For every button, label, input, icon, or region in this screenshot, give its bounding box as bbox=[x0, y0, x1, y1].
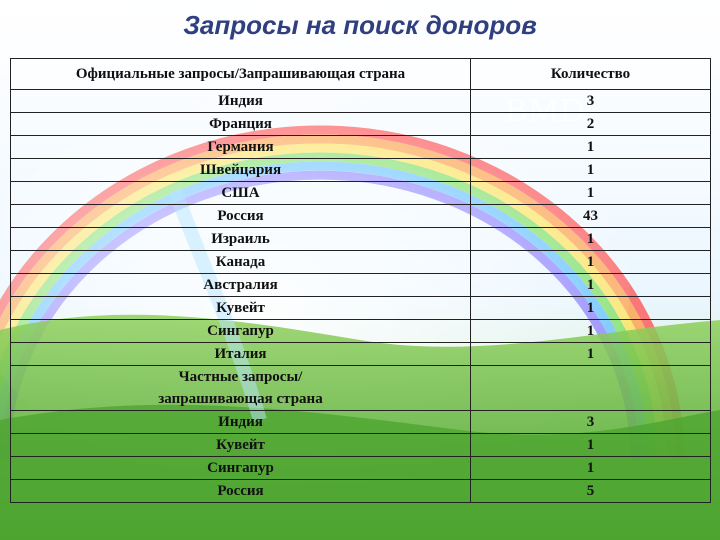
count-cell: 1 bbox=[471, 136, 711, 159]
table-row bbox=[11, 411, 711, 434]
count-cell: 1 bbox=[471, 434, 711, 457]
count-cell: 1 bbox=[471, 274, 711, 297]
country-cell: Индия bbox=[11, 90, 471, 113]
private-header-line1: Частные запросы/ bbox=[178, 369, 303, 385]
table-row bbox=[11, 205, 711, 228]
country-cell: Канада bbox=[11, 251, 471, 274]
header-count: Количество bbox=[471, 59, 711, 90]
table-row bbox=[11, 274, 711, 297]
count-cell: 2 bbox=[471, 113, 711, 136]
country-cell: Израиль bbox=[11, 228, 471, 251]
table-row bbox=[11, 297, 711, 320]
count-cell: 1 bbox=[471, 297, 711, 320]
country-cell: Кувейт bbox=[11, 297, 471, 320]
private-requests-header-row bbox=[11, 366, 711, 411]
count-cell: 1 bbox=[471, 320, 711, 343]
count-cell: 1 bbox=[471, 457, 711, 480]
count-cell: 1 bbox=[471, 182, 711, 205]
private-requests-header bbox=[11, 366, 471, 411]
country-cell: Франция bbox=[11, 113, 471, 136]
count-cell: 1 bbox=[471, 251, 711, 274]
count-cell: 1 bbox=[471, 159, 711, 182]
country-cell: Германия bbox=[11, 136, 471, 159]
country-cell: Сингапур bbox=[11, 457, 471, 480]
country-cell: Индия bbox=[11, 411, 471, 434]
country-cell: США bbox=[11, 182, 471, 205]
count-cell: 43 bbox=[471, 205, 711, 228]
table-row bbox=[11, 228, 711, 251]
country-cell: Австралия bbox=[11, 274, 471, 297]
count-cell: 5 bbox=[471, 480, 711, 503]
header-country: Официальные запросы/Запрашивающая страна bbox=[11, 59, 471, 90]
page-title: Запросы на поиск доноров bbox=[183, 10, 537, 40]
table-row bbox=[11, 182, 711, 205]
count-cell: 1 bbox=[471, 343, 711, 366]
country-cell: Сингапур bbox=[11, 320, 471, 343]
table-row bbox=[11, 251, 711, 274]
donor-requests-table bbox=[10, 58, 711, 503]
table-row bbox=[11, 480, 711, 503]
bmd-logo: BMD bbox=[505, 92, 586, 129]
table-row bbox=[11, 136, 711, 159]
count-cell: 1 bbox=[471, 228, 711, 251]
table-row bbox=[11, 159, 711, 182]
table-row bbox=[11, 434, 711, 457]
count-cell: 3 bbox=[471, 411, 711, 434]
country-cell: Россия bbox=[11, 480, 471, 503]
table-row bbox=[11, 320, 711, 343]
country-cell: Кувейт bbox=[11, 434, 471, 457]
table-row bbox=[11, 113, 711, 136]
private-header-line2: запрашивающая страна bbox=[158, 391, 323, 407]
table-row bbox=[11, 343, 711, 366]
count-cell: 3 bbox=[471, 90, 711, 113]
country-cell: Россия bbox=[11, 205, 471, 228]
country-cell: Италия bbox=[11, 343, 471, 366]
count-cell-empty bbox=[471, 366, 711, 411]
country-cell: Швейцария bbox=[11, 159, 471, 182]
table-row bbox=[11, 90, 711, 113]
table-row bbox=[11, 457, 711, 480]
table-header-row bbox=[11, 59, 711, 90]
